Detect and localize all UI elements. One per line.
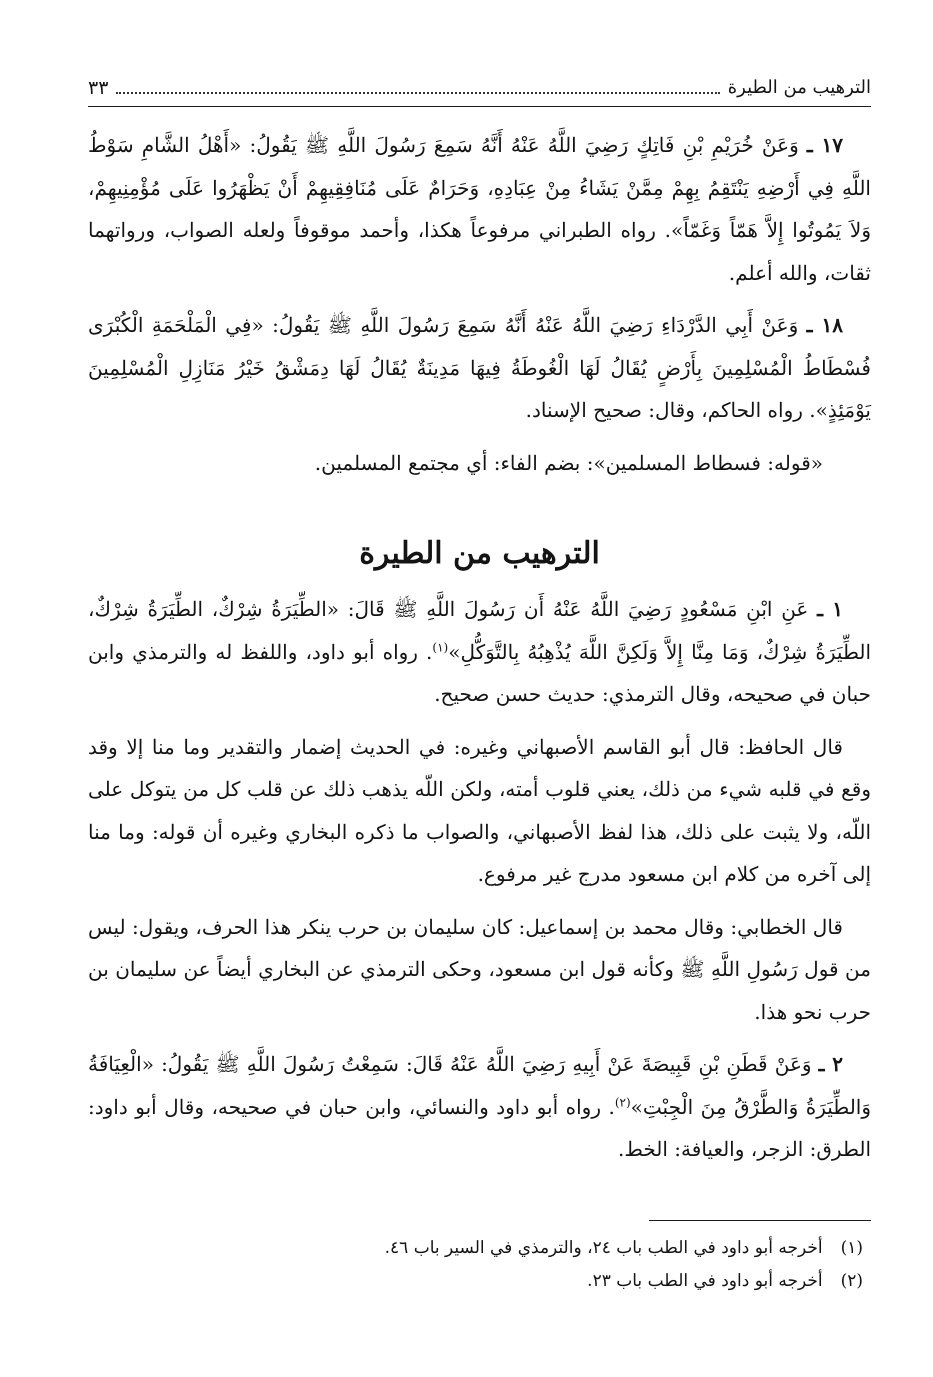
running-header xyxy=(88,66,871,107)
hadith-number: ١٨ ـ xyxy=(806,313,843,337)
hadith-number: ٢ ـ xyxy=(818,1052,844,1076)
gloss-note: «قوله: فسطاط المسلمين»: بضم الفاء: أي مجتمع المسلمين. xyxy=(314,450,823,475)
page-number: ٣٣ xyxy=(88,77,109,99)
dotted-leader xyxy=(116,92,719,94)
running-header-title: الترهيب من الطيرة xyxy=(727,77,871,98)
hadith-paragraph-1 xyxy=(88,588,871,716)
hadith-number: ١ ـ xyxy=(817,597,843,621)
hadith-paragraph-18 xyxy=(88,304,871,432)
hadith-paragraph-2 xyxy=(88,1043,871,1171)
hadith-text: وَعَنْ خُرَيْمِ بْنِ فَاتِكٍ رَضِيَ اللَّهُ عَنْهُ أَنَّهُ سَمِعَ رَسُولَ اللَّهِ ﷺ يَقُولُ: «أَهْلُ الشَّامِ سَوْطُ اللَّهِ فِي أَرْضِهِ يَنْتَقِمُ بِهِمْ مِمَّنْ يَشَاءُ مِنْ عِبَادِهِ، وَحَرَامٌ عَلَى مُنَافِقِيهِمْ أَنْ يَظْهَرُوا عَلَى مُؤْمِنِيهِمْ، وَلاَ يَمُوتُوا إِلاَّ هَمّاً وَغَمّاً». رواه الطبراني مرفوعاً هكذا، وأحمد موقوفاً ولعله الصواب، ورواتهما ثقات، والله أعلم. xyxy=(88,133,871,285)
footnote-separator xyxy=(649,1220,871,1221)
footnote-item xyxy=(88,1265,863,1298)
footnote-reference: (٢) xyxy=(614,1094,631,1109)
page-body xyxy=(88,124,871,1181)
hadith-number: ١٧ ـ xyxy=(806,133,844,157)
footnote-mark: (٢) xyxy=(840,1271,863,1291)
hadith-paragraph-17 xyxy=(88,124,871,294)
footnote-text: أخرجه أبو داود في الطب باب ٢٤، والترمذي في السير باب ٤٦. xyxy=(384,1238,823,1258)
hadith-source: . رواه أبو داود، واللفظ له والترمذي وابن حبان في صحيحه، وقال الترمذي: حديث حسن صحيح. xyxy=(88,639,871,706)
commentary-paragraph-hafiz: قال الحافظ: قال أبو القاسم الأصبهاني وغيره: في الحديث إضمار والتقدير وما منا إلا وقد وقع في قلبه شيء من ذلك، يعني قلوب أمته، ولكن اللّه يذهب ذلك عن قلب كل من يتوكل على اللّه، ولا يثبت على ذلك، هذا لفظ الأصبهاني، والصواب ما ذكره البخاري وغيره أن قوله: وما منا إلى آخره من كلام ابن مسعود مدرج غير مرفوع. xyxy=(88,734,871,886)
footnote-text: أخرجه أبو داود في الطب باب ٢٣. xyxy=(587,1271,823,1291)
footnote-mark: (١) xyxy=(840,1238,863,1258)
hadith-text: وَعَنْ أَبِي الدَّرْدَاءِ رَضِيَ اللَّهُ عَنْهُ أَنَّهُ سَمِعَ رَسُولَ اللَّهِ ﷺ يَقُولُ: «فِي الْمَلْحَمَةِ الْكُبْرَى فُسْطَاطُ الْمُسْلِمِينَ بِأَرْضٍ يُقَالُ لَهَا الْغُوطَةُ فِيهَا مَدِينَةٌ يُقَالُ لَهَا دِمَشْقُ خَيْرُ مَنَازِلِ الْمُسْلِمِينَ يَوْمَئِذٍ». رواه الحاكم، وقال: صحيح الإسناد. xyxy=(88,313,871,422)
section-title: الترهيب من الطيرة xyxy=(359,536,600,571)
commentary-paragraph-khattabi: قال الخطابي: وقال محمد بن إسماعيل: كان سليمان بن حرب ينكر هذا الحرف، ويقول: ليس من قول رَسُولِ اللَّهِ ﷺ وكأنه قول ابن مسعود، وحكى الترمذي عن البخاري أيضاً عن سليمان بن حرب نحو هذا. xyxy=(88,914,871,1024)
footnotes xyxy=(88,1232,863,1298)
footnote-reference: (١) xyxy=(432,639,449,654)
hadith-text: عَنِ ابْنِ مَسْعُودٍ رَضِيَ اللَّهُ عَنْهُ أَن رَسُولَ اللَّهِ ﷺ قَالَ: «الطِّيَرَةُ شِرْكٌ، الطِّيَرَةُ شِرْكٌ، الطِّيَرَةُ شِرْكٌ، وَمَا مِنَّا إِلاَّ وَلَكِنَّ اللَّهَ يُذْهِبُهُ بِالتَّوَكُّلِ» xyxy=(88,597,871,664)
footnote-item xyxy=(88,1232,863,1265)
hadith-text: وَعَنْ قَطَنِ بْنِ قَبِيصَةَ عَنْ أَبِيهِ رَضِيَ اللَّهُ عَنْهُ قَالَ: سَمِعْتُ رَسُولَ اللَّهِ ﷺ يَقُولُ: «الْعِيَافَةُ وَالطِّيَرَةُ وَالطَّرْقُ مِنَ الْجِبْتِ» xyxy=(88,1052,872,1119)
hadith-source: . رواه أبو داود والنسائي، وابن حبان في صحيحه، وقال أبو داود: الطرق: الزجر، والعيافة: الخط. xyxy=(88,1094,871,1161)
